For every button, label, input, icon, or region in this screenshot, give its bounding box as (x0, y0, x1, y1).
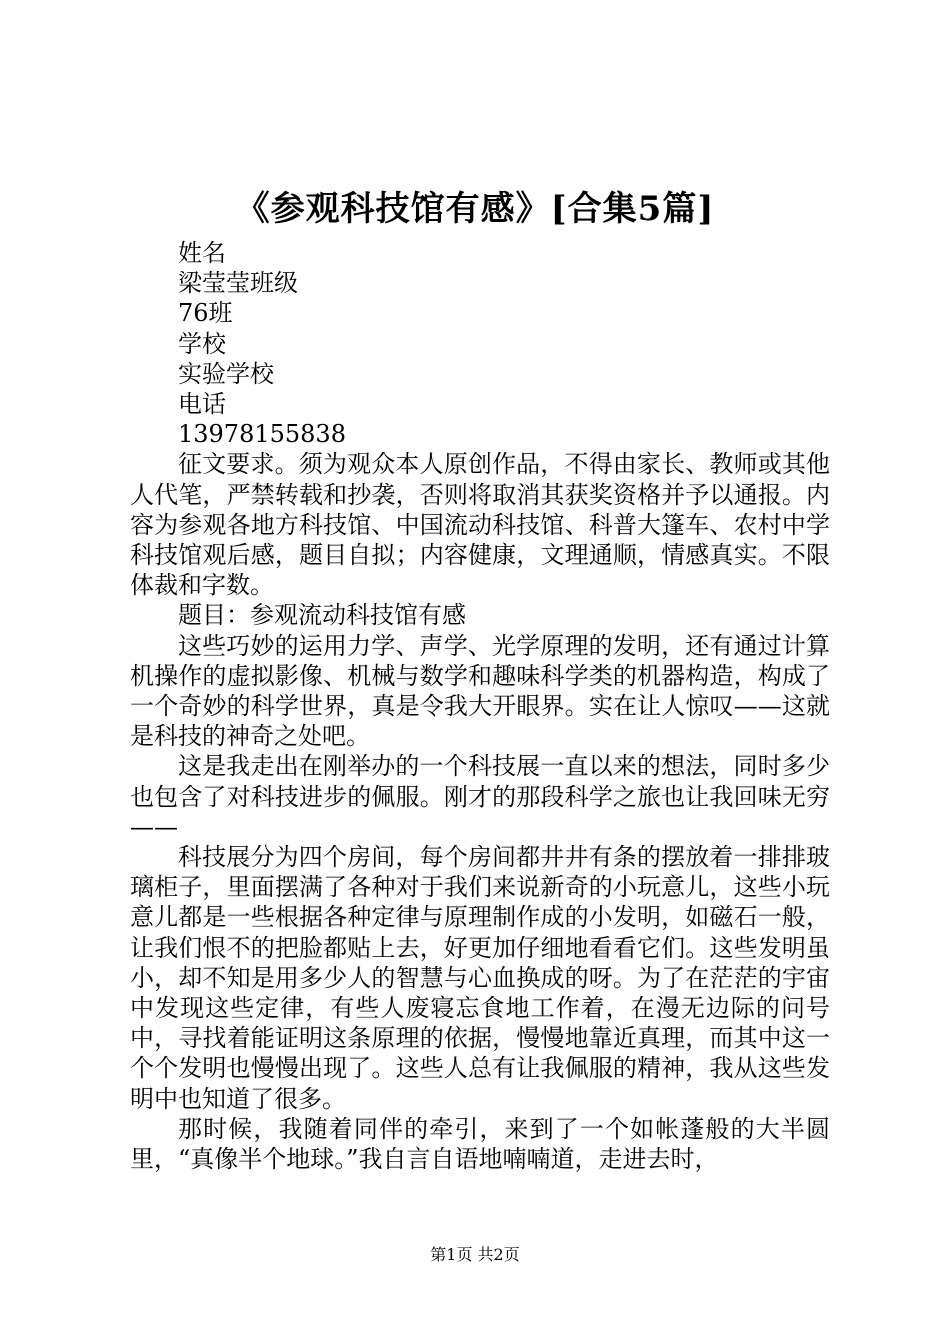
paragraph-hemisphere: 那时候，我随着同伴的牵引，来到了一个如帐蓬般的大半圆里，“真像半个地球。”我自言自语地喃喃道，走进去时， (130, 1114, 830, 1174)
paragraph-requirements: 征文要求。须为观众本人原创作品，不得由家长、教师或其他人代笔，严禁转载和抄袭，否则将取消其获奖资格并予以通报。内容为参观各地方科技馆、中国流动科技馆、科普大篷车、农村中学科技馆观后感，题目自拟；内容健康，文理通顺，情感真实。不限体裁和字数。 (130, 450, 830, 600)
document-body (130, 238, 830, 1174)
paragraph-topic: 题目：参观流动科技馆有感 (178, 601, 466, 630)
paragraph-inventions: 这些巧妙的运用力学、声学、光学原理的发明，还有通过计算机操作的虚拟影像、机械与数学和趣味科学类的机器构造，构成了一个奇妙的科学世界，真是令我大开眼界。实在让人惊叹——这就是科技的神奇之处吧。 (130, 631, 830, 751)
field-name-label: 姓名 (178, 239, 226, 267)
paragraph-thoughts: 这是我走出在刚举办的一个科技展一直以来的想法，同时多少也包含了对科技进步的佩服。刚才的那段科学之旅也让我回味无穷—— (130, 752, 830, 841)
field-phone-label: 电话 (178, 390, 226, 419)
field-phone-value: 13978155838 (178, 420, 346, 449)
field-class-value: 76班 (178, 299, 233, 328)
field-name-class: 梁莹莹班级 (178, 269, 298, 298)
document-title: 《参观科技馆有感》[合集5篇] (235, 189, 715, 229)
page-number-footer: 第1页 共2页 (430, 1245, 520, 1264)
paragraph-exhibition: 科技展分为四个房间，每个房间都井井有条的摆放着一排排玻璃柜子，里面摆满了各种对于我们来说新奇的小玩意儿，这些小玩意儿都是一些根据各种定律与原理制作成的小发明，如磁石一般，让我们恨不的把脸都贴上去，好更加仔细地看看它们。这些发明虽小，却不知是用多少人的智慧与心血换成的呀。为了在茫茫的宇宙中发现这些定律，有些人废寝忘食地工作着，在漫无边际的问号中，寻找着能证明这条原理的依据，慢慢地靠近真理，而其中这一个个发明也慢慢出现了。这些人总有让我佩服的精神，我从这些发明中也知道了很多。 (130, 843, 830, 1113)
field-school-value: 实验学校 (178, 359, 274, 388)
field-school-label: 学校 (178, 329, 226, 358)
